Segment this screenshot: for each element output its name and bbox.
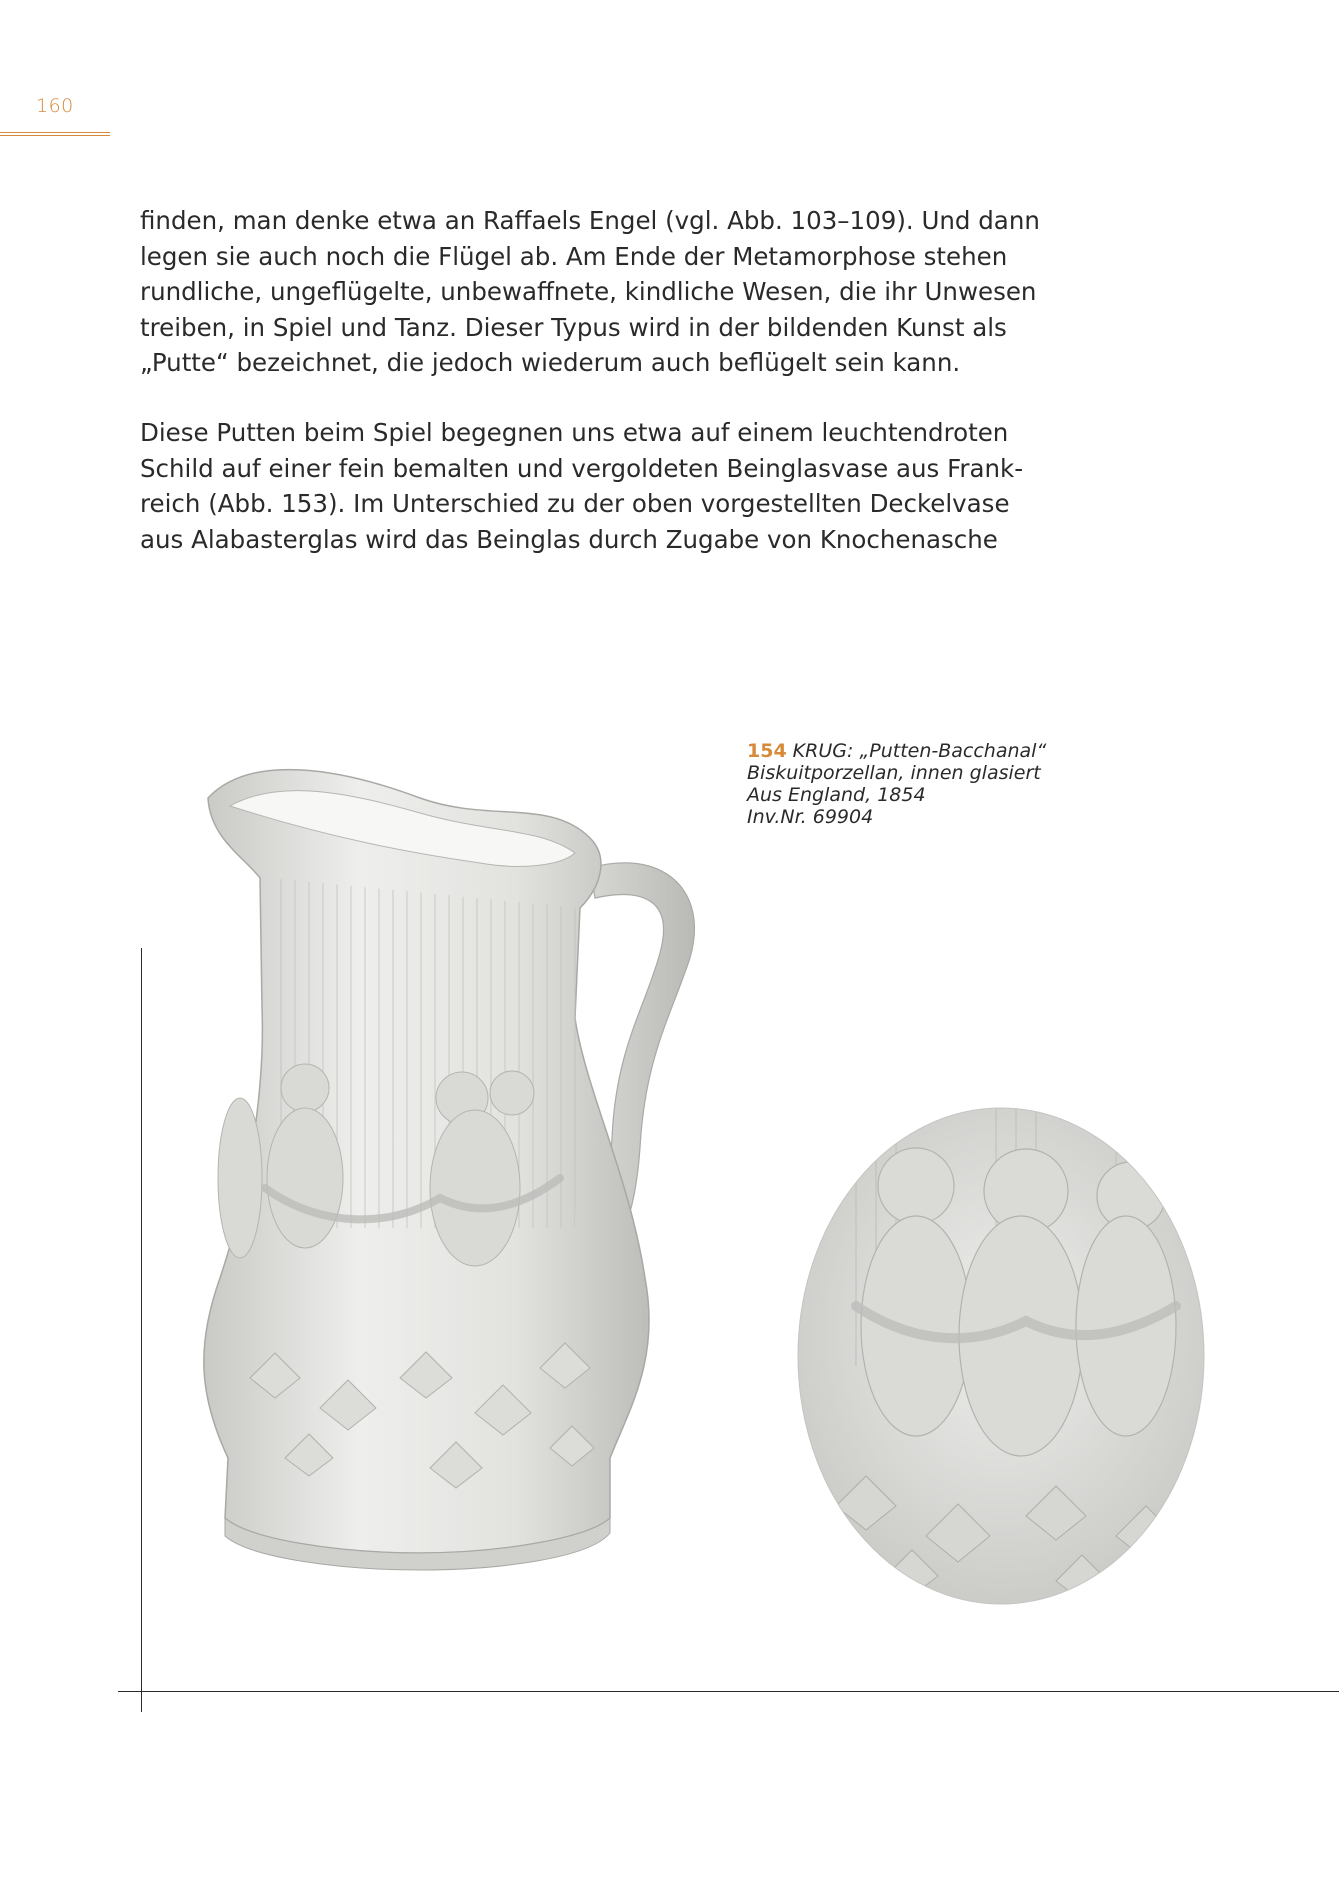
- caption-inventory: Inv.Nr. 69904: [747, 806, 874, 828]
- header-rule-lower: [0, 135, 110, 136]
- figure-caption: [747, 740, 1087, 828]
- header-rule: [0, 132, 110, 133]
- text-line: treiben, in Spiel und Tanz. Dieser Typus wird in der bildenden Kunst als: [140, 312, 1007, 342]
- jug-photo: [190, 758, 750, 1638]
- text-line: Diese Putten beim Spiel begegnen uns etwa auf einem leuchtendroten: [140, 418, 1009, 447]
- caption-origin: Aus England, 1854: [747, 784, 926, 806]
- text-line: legen sie auch noch die Flügel ab. Am Ende der Metamorphose stehen: [140, 241, 1008, 271]
- page-number: 160: [36, 95, 74, 117]
- text-line: reich (Abb. 153). Im Unterschied zu der oben vorgestellten Deckelvase: [140, 489, 1010, 518]
- text-line: Schild auf einer fein bemalten und vergoldeten Beinglasvase aus Frank-: [140, 453, 1024, 483]
- body-paragraph-2: [140, 415, 1024, 557]
- margin-rule-horizontal: [118, 1691, 1339, 1692]
- text-line: rundliche, ungeflügelte, unbewaffnete, kindliche Wesen, die ihr Unwesen: [140, 277, 1037, 306]
- figure-number: 154: [747, 740, 787, 762]
- text-line: finden, man denke etwa an Raffaels Engel (vgl. Abb. 103–109). Und dann: [140, 206, 1040, 235]
- caption-title-line: [747, 740, 1087, 762]
- text-line: „Putte“ bezeichnet, die jedoch wiederum auch beflügelt sein kann.: [140, 348, 961, 377]
- text-line: aus Alabasterglas wird das Beinglas durch Zugabe von Knochenasche: [140, 524, 998, 554]
- body-paragraph-1: [140, 203, 1040, 381]
- caption-title: KRUG: „Putten-Bacchanal“: [792, 740, 1047, 762]
- detail-photo: [796, 1106, 1206, 1606]
- caption-material: Biskuitporzellan, innen glasiert: [747, 762, 1041, 784]
- margin-rule-vertical: [141, 948, 142, 1712]
